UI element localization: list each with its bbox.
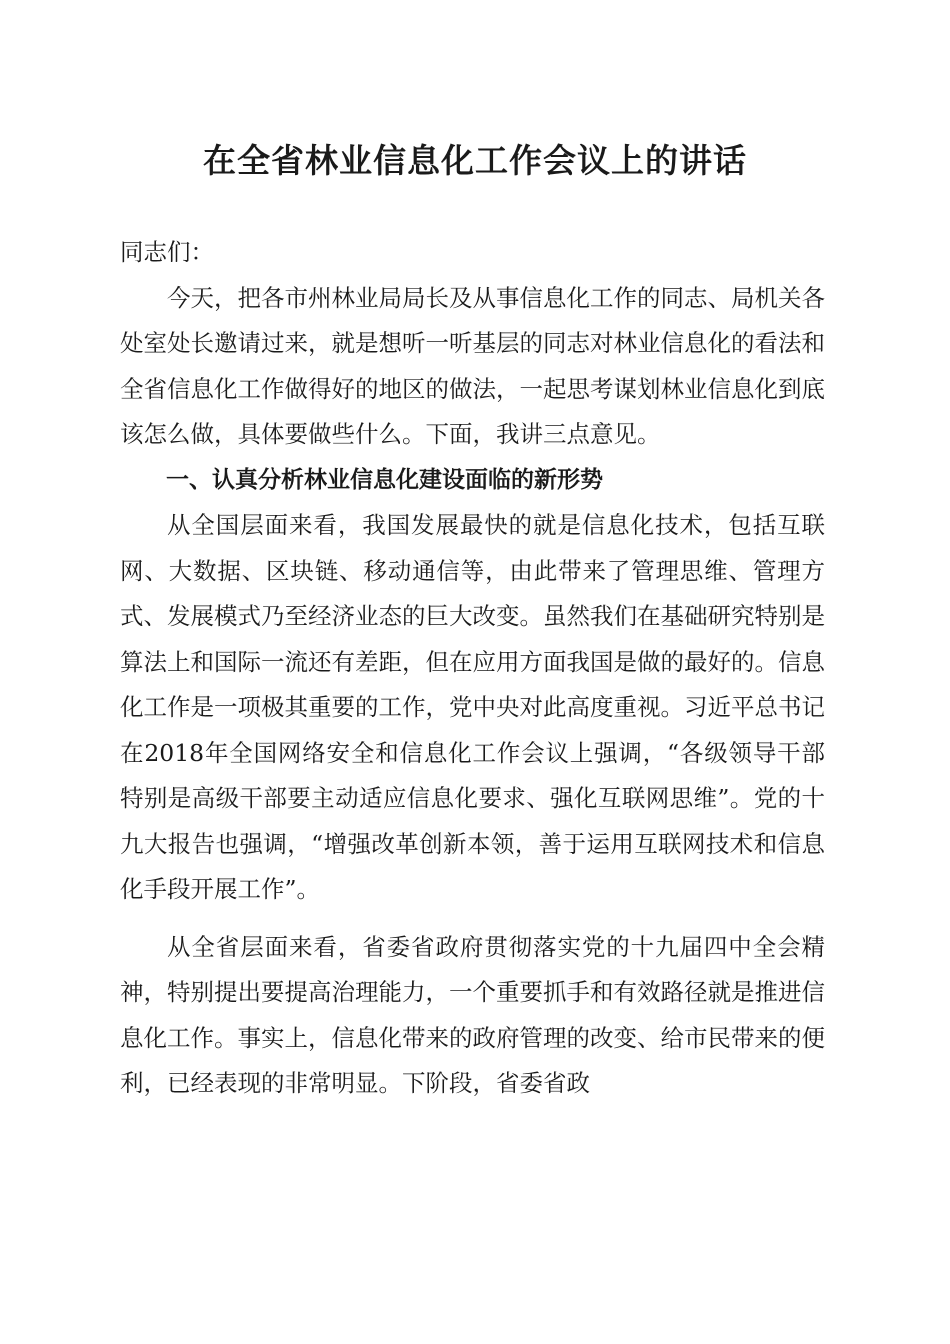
section-paragraph-national: 从全国层面来看，我国发展最快的就是信息化技术，包括互联网、大数据、区块链、移动通信等，由此带来了管理思维、管理方式、发展模式乃至经济业态的巨大改变。虽然我们在基础研究特别是算法上和国际一流还有差距，但在应用方面我国是做的最好的。信息化工作是一项极其重要的工作，党中央对此高度重视。习近平总书记在2018年全国网络安全和信息化工作会议上强调，“各级领导干部特别是高级干部要主动适应信息化要求、强化互联网思维”。党的十九大报告也强调，“增强改革创新本领，善于运用互联网技术和信息化手段开展工作”。 [120, 511, 825, 903]
section-paragraph-provincial: 从全省层面来看，省委省政府贯彻落实党的十九届四中全会精神，特别提出要提高治理能力，一个重要抓手和有效路径就是推进信息化工作。事实上，信息化带来的政府管理的改变、给市民带来的便利，已经表现的非常明显。下阶段，省委省政 [120, 932, 825, 1097]
paragraph-gap [120, 913, 825, 925]
document-title: 在全省林业信息化工作会议上的讲话 [203, 141, 747, 180]
salutation: 同志们： [120, 238, 214, 266]
intro-paragraph: 今天，把各市州林业局局长及从事信息化工作的同志、局机关各处室处长邀请过来，就是想听一听基层的同志对林业信息化的看法和全省信息化工作做得好的地区的做法，一起思考谋划林业信息化到底该怎么做，具体要做些什么。下面，我讲三点意见。 [120, 283, 825, 448]
document-body [120, 230, 825, 1107]
section-heading: 一、认真分析林业信息化建设面临的新形势 [166, 466, 603, 493]
